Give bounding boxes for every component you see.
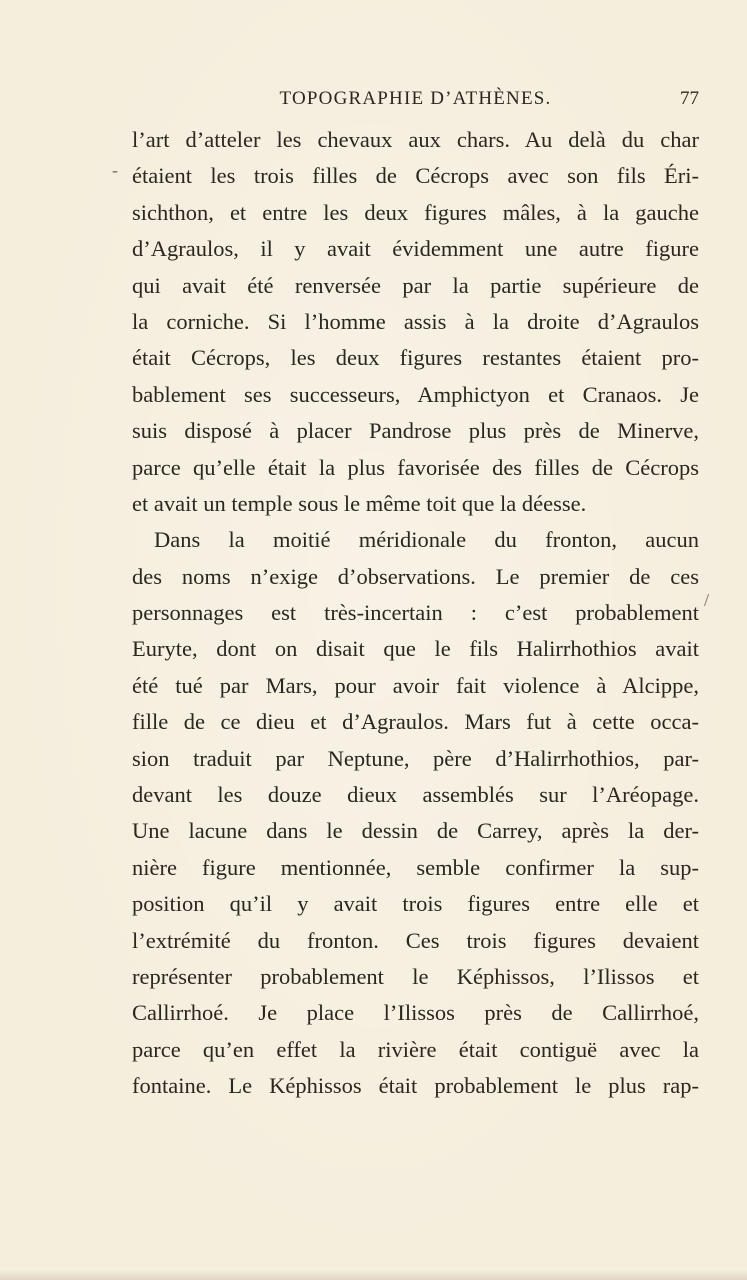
text-line: suis disposé à placer Pandrose plus près de Minerve, <box>132 418 699 444</box>
text-line: devant les douze dieux assemblés sur l’Aréopage. <box>132 782 699 808</box>
text-line: bablement ses successeurs, Amphictyon et Cranaos. Je <box>132 381 699 407</box>
text-line: d’Agraulos, il y avait évidemment une autre figure <box>132 236 699 262</box>
text-line: la corniche. Si l’homme assis à la droite d’Agraulos <box>132 308 699 334</box>
text-line: des noms n’exige d’observations. Le premier de ces <box>132 563 699 589</box>
text-line: l’art d’atteler les chevaux aux chars. Au delà du char <box>132 127 699 152</box>
text-line: était Cécrops, les deux figures restantes étaient pro- <box>132 345 699 371</box>
text-line: représenter probablement le Képhissos, l’Ilissos et <box>132 963 699 989</box>
running-title: TOPOGRAPHIE D’ATHÈNES. <box>279 88 552 109</box>
text-line: personnages est très-incertain : c’est probablement <box>132 600 699 626</box>
text-line: Euryte, dont on disait que le fils Halirrhothios avait <box>132 636 699 662</box>
margin-mark-left: - <box>112 160 118 180</box>
text-line: parce qu’elle était la plus favorisée des filles de Cécrops <box>132 454 699 480</box>
text-line: position qu’il y avait trois figures entre elle et <box>132 891 699 917</box>
page-number: 77 <box>680 88 699 109</box>
text-line: sichthon, et entre les deux figures mâles, à la gauche <box>132 199 699 225</box>
text-line: été tué par Mars, pour avoir fait violence à Alcippe, <box>132 672 699 698</box>
text-line: et avait un temple sous le même toit que la déesse. <box>132 490 587 516</box>
text-line: Dans la moitié méridionale du fronton, aucun <box>154 527 699 553</box>
text-line: Callirrhoé. Je place l’Ilissos près de Callirrhoé, <box>132 1000 699 1026</box>
paragraph-1 <box>132 122 699 522</box>
text-line: qui avait été renversée par la partie supérieure de <box>132 272 699 298</box>
body-text <box>132 122 699 1105</box>
text-line: Une lacune dans le dessin de Carrey, après la der- <box>132 818 699 844</box>
text-line: l’extrémité du fronton. Ces trois figures devaient <box>132 927 699 953</box>
paragraph-2 <box>132 522 699 1104</box>
page-header <box>132 88 699 116</box>
text-line: fontaine. Le Képhissos était probablement le plus rap- <box>132 1073 699 1099</box>
text-line: fille de ce dieu et d’Agraulos. Mars fut à cette occa- <box>132 709 699 735</box>
text-line: étaient les trois filles de Cécrops avec son fils Éri- <box>132 163 699 189</box>
text-line: sion traduit par Neptune, père d’Halirrhothios, par- <box>132 745 699 771</box>
text-line: nière figure mentionnée, semble confirmer la sup- <box>132 854 699 880</box>
text-line: parce qu’en effet la rivière était contiguë avec la <box>132 1036 699 1062</box>
page-bottom-edge <box>0 1270 747 1280</box>
margin-mark-right: / <box>704 590 710 610</box>
